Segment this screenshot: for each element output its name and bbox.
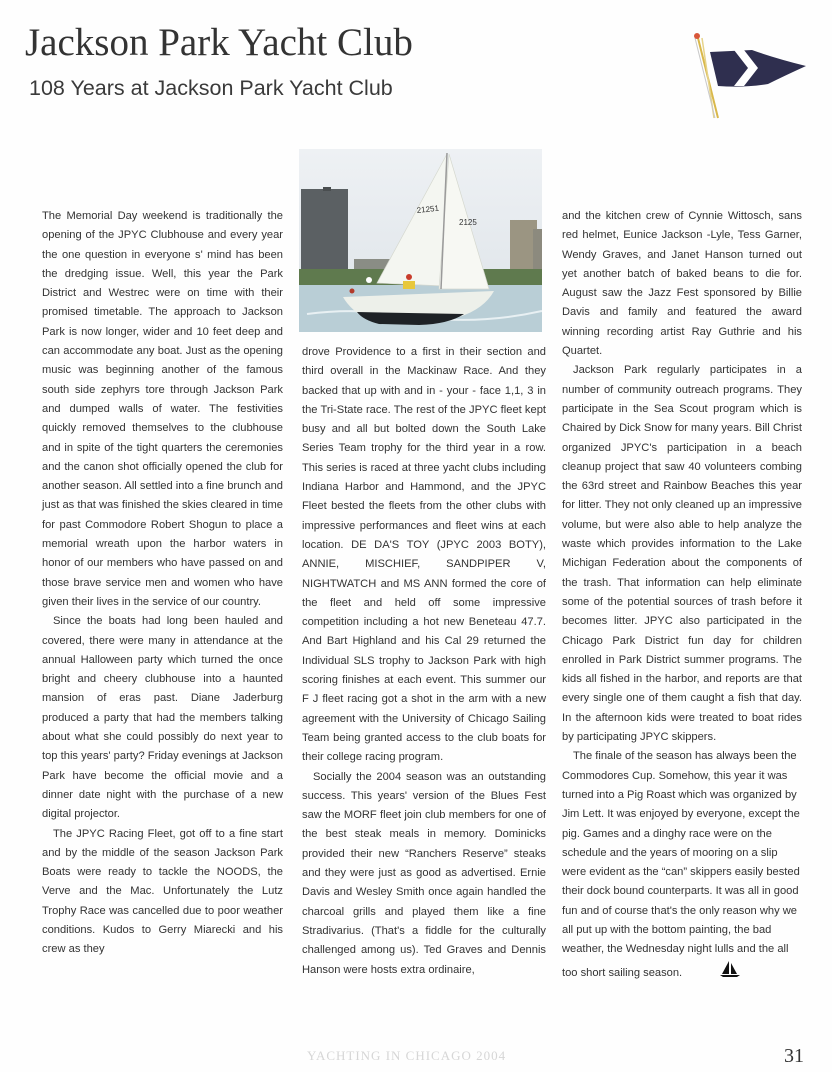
paragraph: The Memorial Day weekend is traditionally the opening of the JPYC Clubhouse and every year the one question in everyone s' mind has been the dredging issue. Well, this year the Park District and Westrec were on time with their promised timetable. The approach to Jackson Park is now longer, wider and 10 feet deep and can accommodate any boat. Just as the opening music was beginning another of the famous south side zephyrs tore through Jackson Park and dumped walls of water. The festivities quickly removed themselves to the clubhouse and in spite of the tight quarters the ceremonies and the canon shot officially opened the club for another season. All settled into a fine brunch and just as that was finished the skies cleared in time for past Commodore Robert Shogun to place a memorial wreath upon the harbor waters in honor of our members who have passed on and those brave service men and women who have given their lives in the service of our country. bbox=[42, 210, 283, 608]
sailboat-photo bbox=[299, 149, 542, 332]
paragraph-text: The finale of the season has always been the Commodores Cup. Somehow, this year it was turned into a Pig Roast which was organized by Jim Lett. It was enjoyed by everyone, except the pig. Games and a dinghy race were on the schedule and the years of mooring on a slip were evident as the “can” skippers easily bested their dock bound counterparts. It was all in good fun and of course that's the only reason why we all put up with the bottom painting, the bad weather, the Wednesday night lulls and the all too short sailing season. bbox=[562, 750, 800, 979]
paragraph: Since the boats had long been hauled and covered, there were many in attendance at the annual Halloween party which turned the once bright and cheery clubhouse into a haunted mansion of eras past. Diane Jaderburg produced a party that had the members talking about what she could possibly do next year to top this years' party? Friday evenings at Jackson Park have become the official movie and a dinner date night with the purchase of a new digital projector. bbox=[42, 615, 283, 821]
article-column-2 bbox=[302, 343, 546, 980]
page-title: Jackson Park Yacht Club bbox=[25, 21, 413, 64]
paragraph: and the kitchen crew of Cynnie Wittosch, sans red helmet, Eunice Jackson -Lyle, Tess Garner, Wendy Graves, and Janet Hanson turned out yet another batch of baked beans to die for. August saw the Jazz Fest sponsored by Billie Davis and family and featured the award winning recording artist Ray Guthrie and his Quartet. bbox=[562, 210, 802, 358]
paragraph: Socially the 2004 season was an outstanding success. This years' version of the Blues Fest saw the MORF fleet join club members for one of the best steak meals in memory. Dominicks provided their new “Ranchers Reserve” steaks and they were just as good as advertised. Ernie Davis and Wesley Smith once again handled the charcoal grills and played them like a fine Stradivarius. (That's a fiddle for the culturally challenged among us). Ted Graves and Dennis Hanson were hosts extra ordinaire, bbox=[302, 770, 546, 976]
burgee-flag-icon bbox=[684, 26, 814, 124]
paragraph: The JPYC Racing Fleet, got off to a fine start and by the middle of the season Jackson Park Boats were ready to tackle the NOODS, the Verve and the Mac. Unfortunately the Lutz Trophy Race was cancelled due to poor weather conditions. Kudos to Gerry Miarecki and his crew as they bbox=[42, 827, 283, 956]
sailboat-end-mark-icon bbox=[708, 960, 741, 985]
page-number: 31 bbox=[784, 1045, 804, 1067]
svg-text:2125: 2125 bbox=[459, 218, 477, 227]
paragraph: drove Providence to a first in their section and third overall in the Mackinaw Race. And they backed that up with and in - your - face 1,1, 3 in the Tri-State race. The rest of the JPYC fleet kept busy and all but bolted down the South Lake Series Team trophy for the third year in a row. This series is raced at three yacht clubs including Indiana Harbor and Hammond, and the JPYC Fleet bested the fleets from the other clubs with impressive performances and fleet wins at each location. DE DA'S TOY (JPYC 2003 BOTY), ANNIE, MISCHIEF, SANDPIPER V, NIGHTWATCH and MS ANN formed the core of the fleet and held off some impressive competition including a hot new Beneteau 47.7. And Bart Highland and his Cal 29 returned the Individual SLS trophy to Jackson Park with high scoring finishes at each event. This summer our F J fleet racing got a shot in the arm with a new agreement with the University of Chicago Sailing Team being granted access to the club boats for their college racing program. bbox=[302, 346, 546, 764]
publication-footer: YACHTING IN CHICAGO 2004 bbox=[307, 1048, 507, 1063]
paragraph-final bbox=[562, 747, 802, 985]
article-column-3 bbox=[562, 207, 802, 985]
svg-text:21251: 21251 bbox=[416, 203, 440, 215]
page-subtitle: 108 Years at Jackson Park Yacht Club bbox=[29, 76, 393, 100]
article-column-1 bbox=[42, 207, 283, 960]
paragraph: Jackson Park regularly participates in a number of community outreach programs. They participate in the Sea Scout program which is Chaired by Dick Snow for many years. Bill Christ organized JPYC's participation in a beach cleanup project that saw 40 volunteers combing the 63rd street and Rainbow Beaches this year for litter. They not only cleaned up an impressive volume, but were also able to help analyze the waste which provides information to the Lake Michigan Federation about the components of the trash. That information can help eliminate some of the potential sources of trash before it becomes litter. JPYC also participated in the Chicago Park District fun day for children enrolled in Park District summer programs. The kids all fished in the harbor, and reports are that every single one of them caught a fish that day. In the afternoon kids were treated to boat rides by participating JPYC skippers. bbox=[562, 364, 802, 744]
